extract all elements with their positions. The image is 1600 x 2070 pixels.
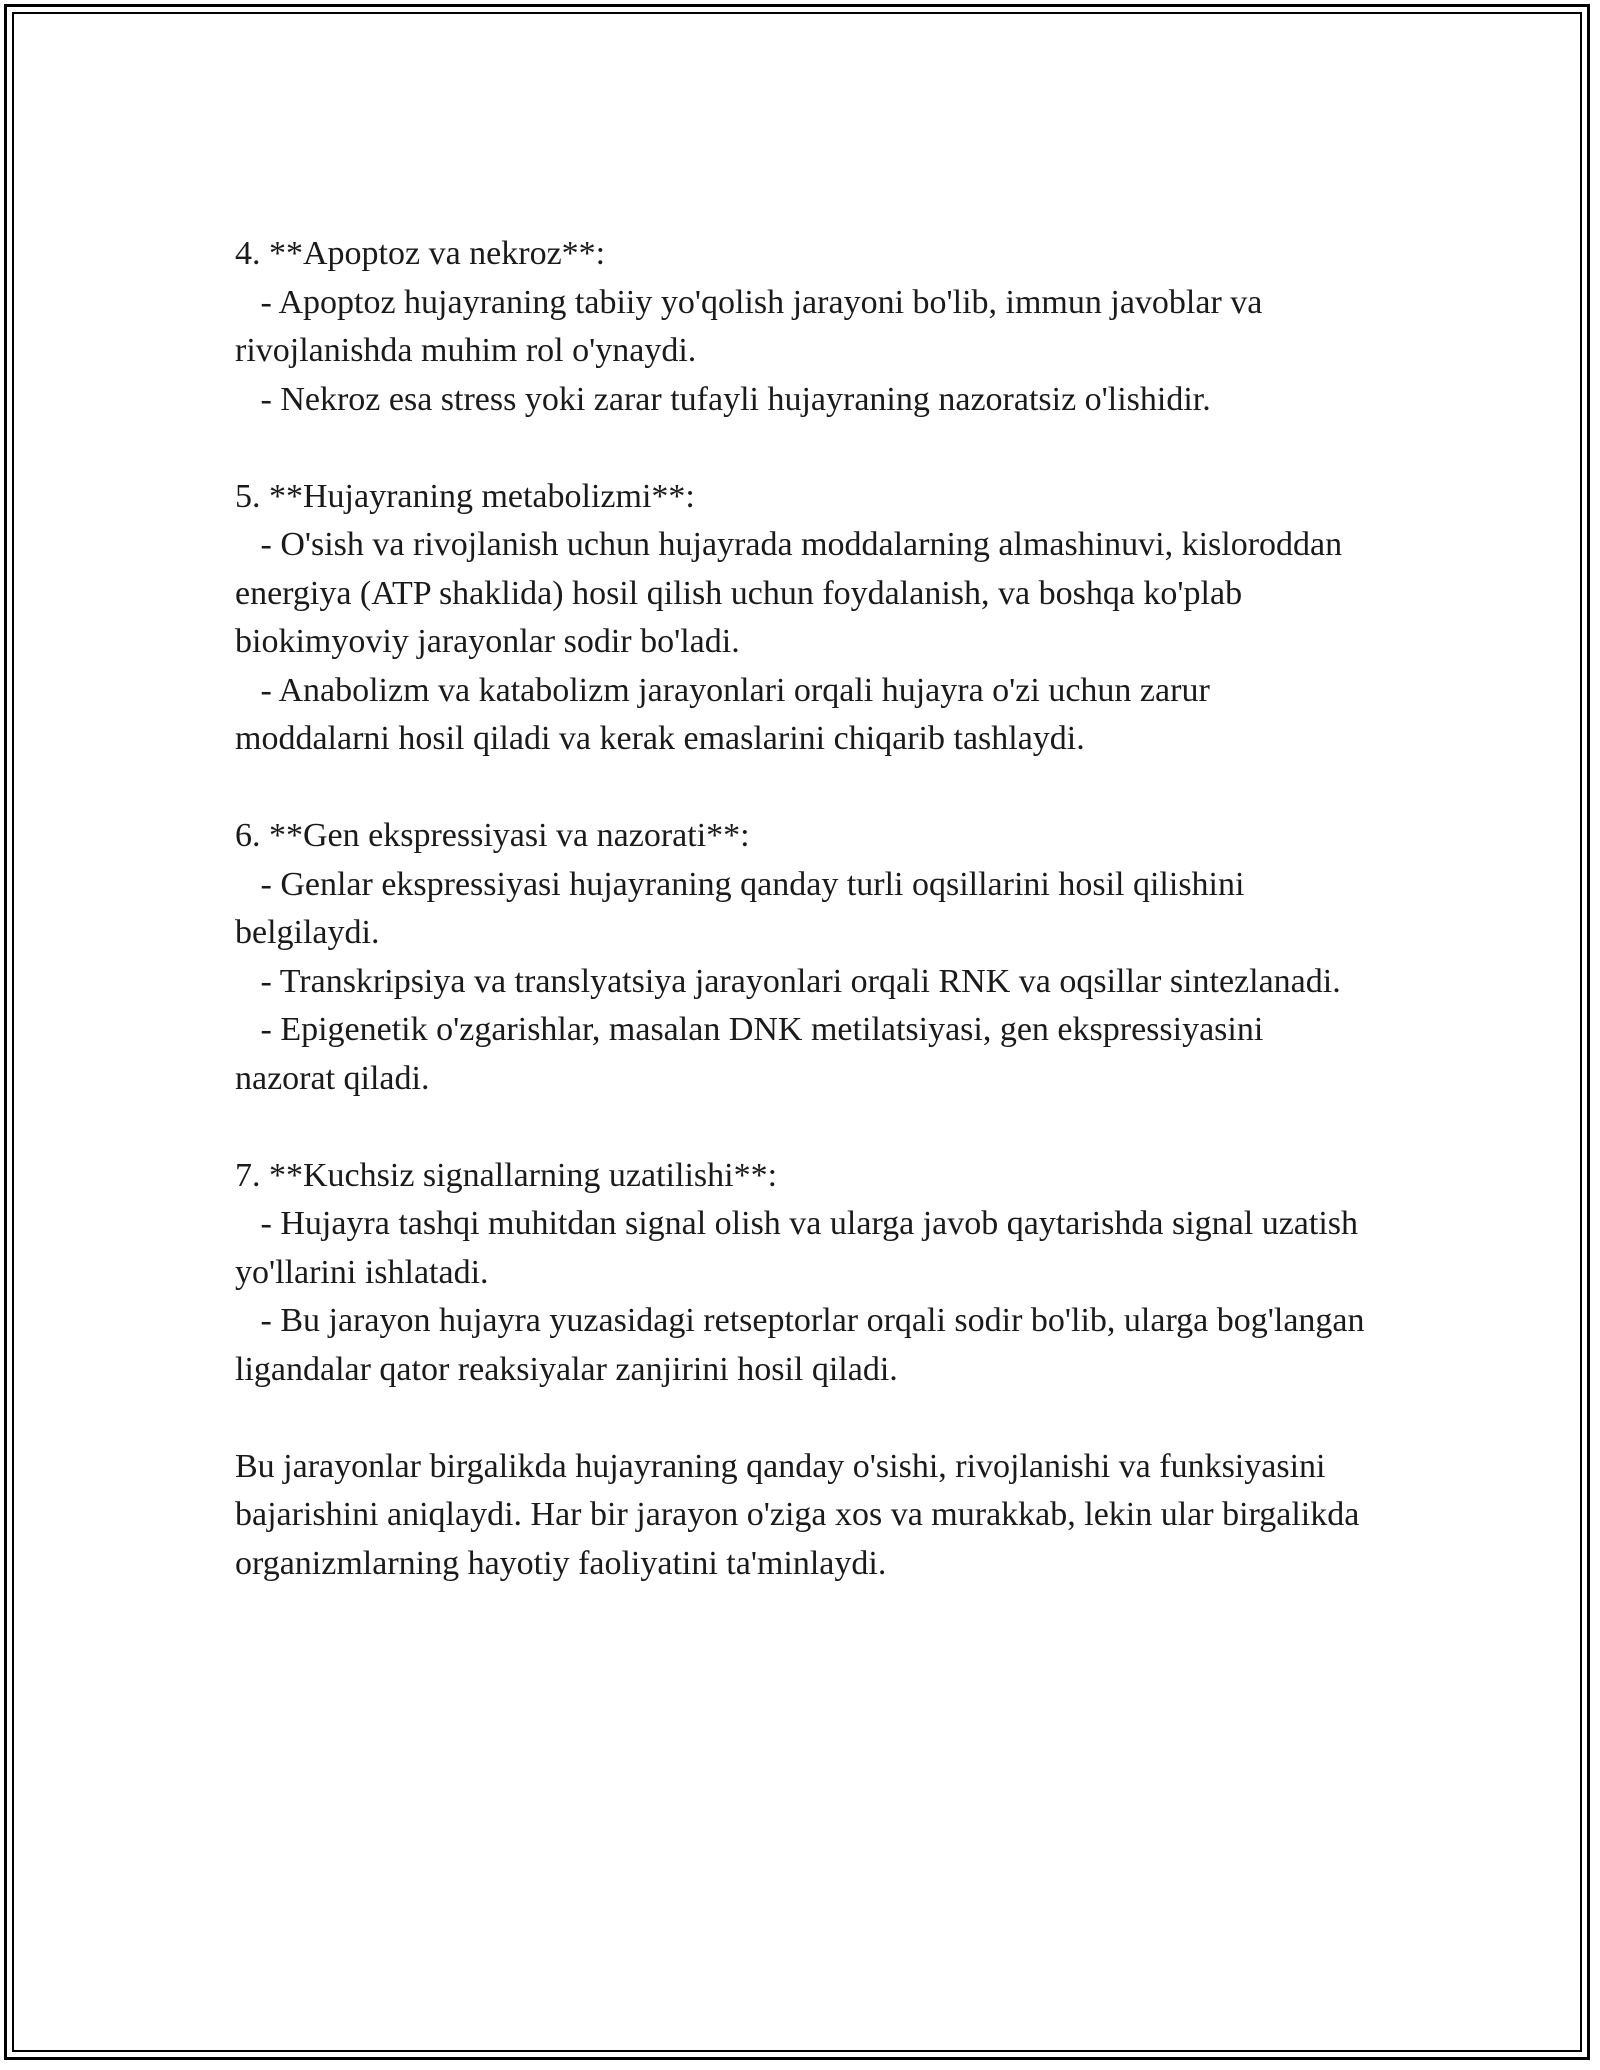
bullet-item: - Apoptoz hujayraning tabiiy yo'qolish jarayoni bo'lib, immun javoblar va rivojlanishda muhim rol o'ynaydi. [235, 283, 1271, 369]
bullet-item: - Nekroz esa stress yoki zarar tufayli hujayraning nazoratsiz o'lishidir. [235, 380, 1211, 418]
section-signallar [235, 1152, 1374, 1395]
bullet-item: - Anabolizm va katabolizm jarayonlari orqali hujayra o'zi uchun zarur moddalarni hosil qiladi va kerak emaslarini chiqarib tashlaydi. [235, 671, 1219, 757]
section-gen-ekspressiyasi [235, 812, 1365, 1103]
section-heading: 4. **Apoptoz va nekroz**: [235, 235, 606, 272]
document-body [235, 230, 1374, 1588]
section-metabolizm [235, 473, 1365, 764]
bullet-item: - Genlar ekspressiyasi hujayraning qanday turli oqsillarini hosil qilishini belgilaydi. [235, 865, 1253, 951]
bullet-item: - Bu jarayon hujayra yuzasidagi retseptorlar orqali sodir bo'lib, ularga bog'langan ligandalar qator reaksiyalar zanjirini hosil qiladi. [235, 1302, 1374, 1388]
section-apoptoz [235, 230, 1365, 424]
bullet-item: - Transkripsiya va translyatsiya jarayonlari orqali RNK va oqsillar sintezlanadi. [235, 962, 1341, 1000]
section-heading: 7. **Kuchsiz signallarning uzatilishi**: [235, 1156, 778, 1194]
closing-paragraph: Bu jarayonlar birgalikda hujayraning qanday o'sishi, rivojlanishi va funksiyasini bajarishini aniqlaydi. Har bir jarayon o'ziga xos va murakkab, lekin ular birgalikda organizmlarning hayotiy faoliyatini ta'minlaydi. [235, 1447, 1368, 1582]
bullet-item: - Hujayra tashqi muhitdan signal olish va ularga javob qaytarishda signal uzatish yo'llarini ishlatadi. [235, 1205, 1367, 1291]
bullet-item: - O'sish va rivojlanish uchun hujayrada moddalarning almashinuvi, kisloroddan energiya (ATP shaklida) hosil qilish uchun foydalanish, va boshqa ko'plab biokimyoviy jarayonlar sodir bo'ladi. [235, 526, 1351, 660]
section-heading: 6. **Gen ekspressiyasi va nazorati**: [235, 817, 750, 854]
section-heading: 5. **Hujayraning metabolizmi**: [235, 477, 695, 515]
bullet-item: - Epigenetik o'zgarishlar, masalan DNK metilatsiyasi, gen ekspressiyasini nazorat qiladi. [235, 1011, 1272, 1097]
